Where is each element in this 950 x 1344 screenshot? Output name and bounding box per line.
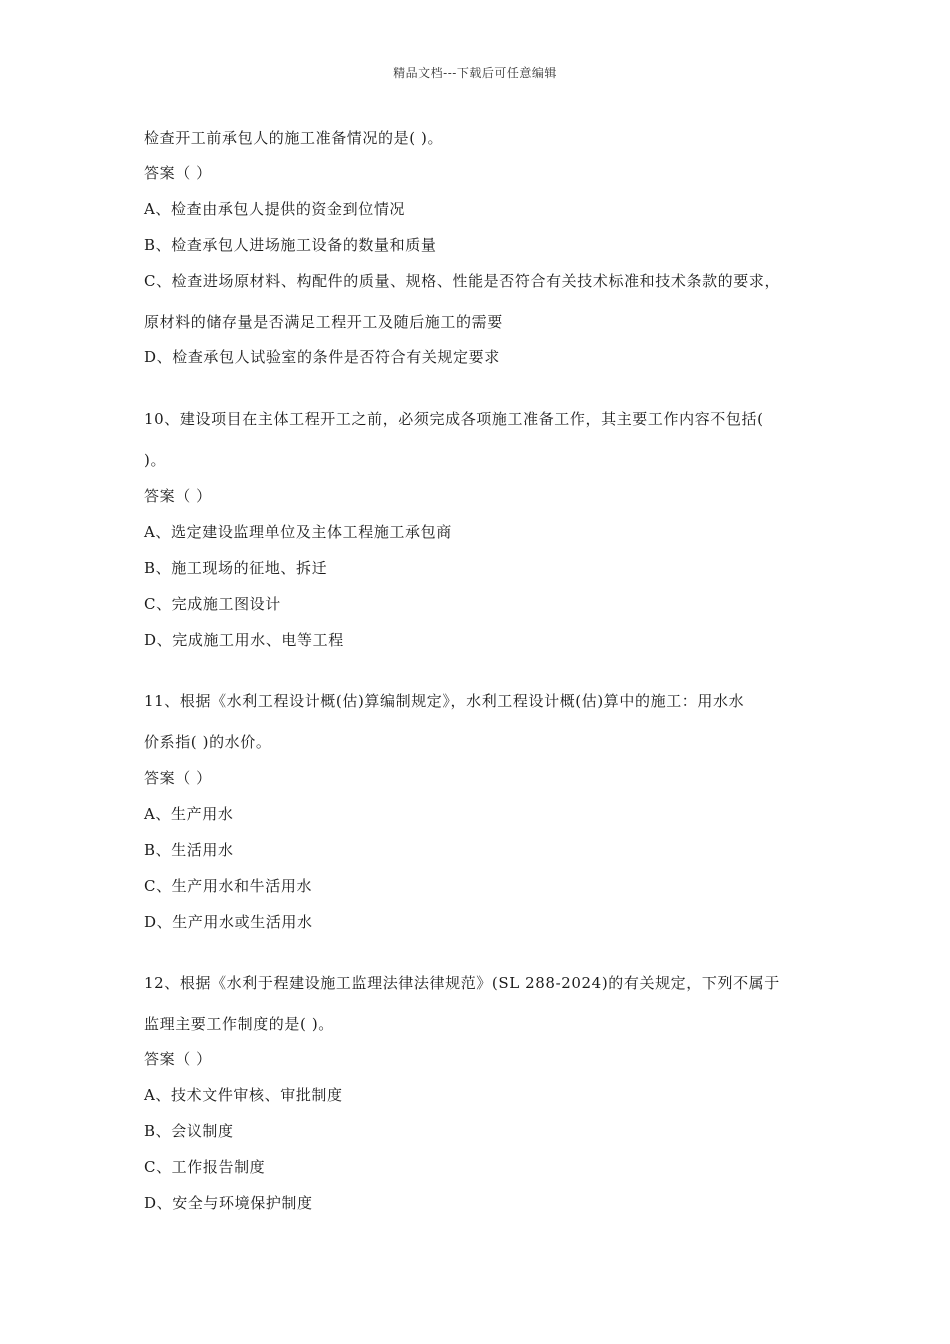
answer-label: 答案（ ）: [144, 164, 212, 182]
question-text-continued: 监理主要工作制度的是( )。: [144, 1015, 334, 1033]
option-d: D、生产用水或生活用水: [144, 913, 313, 931]
question-text: 检查开工前承包人的施工准备情况的是( )。: [144, 129, 444, 147]
option-d: D、安全与环境保护制度: [144, 1194, 313, 1212]
option-a: A、选定建设监理单位及主体工程施工承包商: [144, 523, 452, 541]
option-a: A、技术文件审核、审批制度: [144, 1086, 343, 1104]
option-b: B、会议制度: [144, 1122, 234, 1140]
option-a: A、生产用水: [144, 805, 234, 823]
option-b: B、检查承包人进场施工设备的数量和质量: [144, 236, 437, 254]
question-text-continued: 价系指( )的水价。: [144, 733, 272, 751]
option-a: A、检查由承包人提供的资金到位情况: [144, 200, 406, 218]
option-c: C、检查进场原材料、构配件的质量、规格、性能是否符合有关技术标准和技术条款的要求，: [144, 272, 781, 290]
option-b: B、施工现场的征地、拆迁: [144, 559, 328, 577]
option-b: B、生活用水: [144, 841, 234, 859]
option-c: C、工作报告制度: [144, 1158, 266, 1176]
answer-label: 答案（ ）: [144, 487, 212, 505]
answer-label: 答案（ ）: [144, 769, 212, 787]
question-text: 12、根据《水利于程建设施工监理法律法律规范》(SL 288-2024)的有关规定，下列不属于: [144, 974, 780, 992]
question-text-continued: )。: [144, 451, 167, 469]
page-header: 精品文档---下载后可任意编辑: [393, 66, 557, 80]
option-d: D、检查承包人试验室的条件是否符合有关规定要求: [144, 348, 500, 366]
option-c: C、完成施工图设计: [144, 595, 281, 613]
option-d: D、完成施工用水、电等工程: [144, 631, 344, 649]
option-c: C、生产用水和牛活用水: [144, 877, 313, 895]
question-text: 10、建设项目在主体工程开工之前，必须完成各项施工准备工作，其主要工作内容不包括(: [144, 410, 764, 428]
option-c-continued: 原材料的储存量是否满足工程开工及随后施工的需要: [144, 313, 503, 331]
question-text: 11、根据《水利工程设计概(估)算编制规定》，水利工程设计概(估)算中的施工：用水水: [144, 692, 745, 710]
answer-label: 答案（ ）: [144, 1050, 212, 1068]
